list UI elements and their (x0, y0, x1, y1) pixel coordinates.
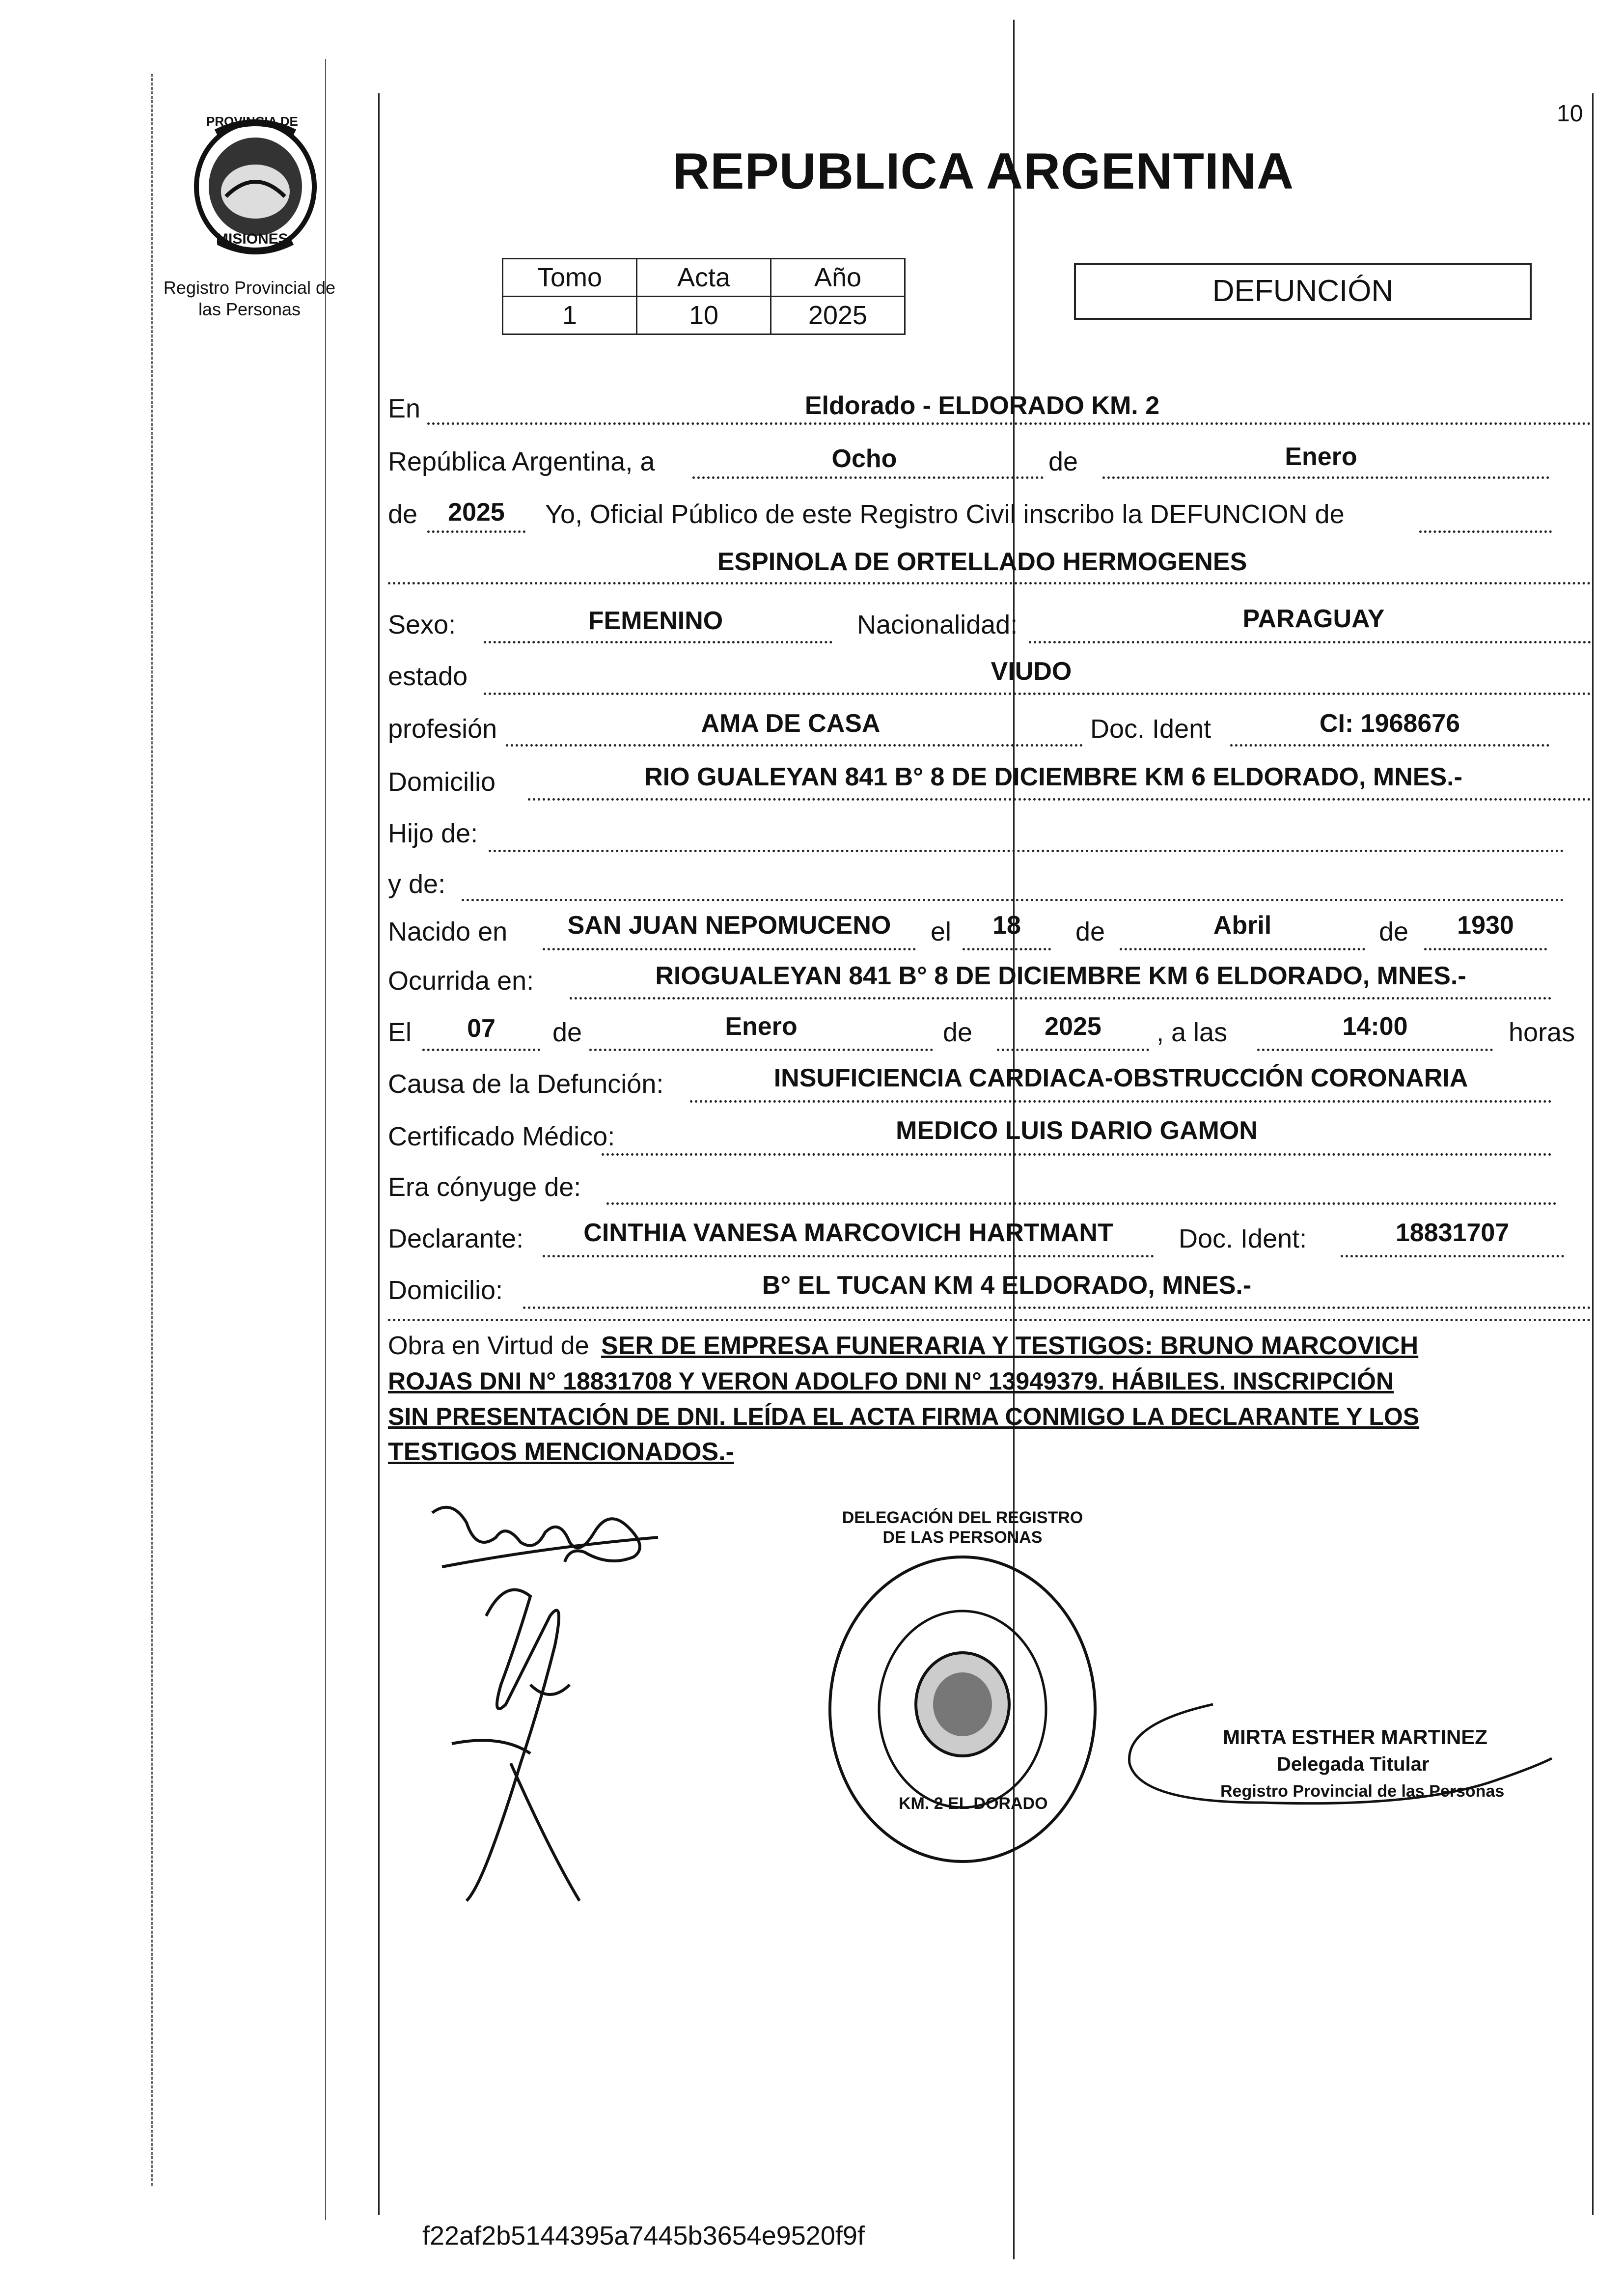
label-el: el (931, 917, 952, 946)
label-ocurrida-en: Ocurrida en: (388, 966, 534, 996)
value-nacionalidad: PARAGUAY (1242, 605, 1385, 633)
witness-signature-icon (403, 1557, 658, 1911)
value-lugar: Eldorado - ELDORADO KM. 2 (804, 391, 1160, 420)
table-cell: 2025 (771, 297, 905, 334)
label-horas: horas (1509, 1018, 1575, 1047)
value-profesion: AMA DE CASA (701, 709, 881, 738)
label-doc-ident-2: Doc. Ident: (1179, 1224, 1307, 1253)
dotted-line (963, 948, 1051, 950)
label-de: de (552, 1018, 582, 1047)
value-declarante: CINTHIA VANESA MARCOVICH HARTMANT (583, 1219, 1113, 1247)
value-sexo: FEMENINO (588, 607, 723, 635)
dotted-line (484, 693, 1591, 695)
label-domicilio-2: Domicilio: (388, 1276, 503, 1305)
dotted-line (427, 422, 1591, 425)
label-estado: estado (388, 662, 468, 691)
table-header: Acta (637, 259, 771, 297)
label-de: de (1075, 917, 1105, 946)
left-margin-line (325, 59, 326, 2220)
label-de: de (388, 500, 418, 529)
value-declarante-doc: 18831707 (1395, 1219, 1510, 1247)
label-en: En (388, 394, 421, 423)
registry-stamp-icon (825, 1552, 1100, 1866)
value-def-hora: 14:00 (1342, 1012, 1408, 1041)
right-page-border (1592, 93, 1594, 2215)
dotted-line (528, 798, 1591, 801)
dotted-line (1029, 641, 1591, 643)
label-nacido-en: Nacido en (388, 917, 508, 946)
dotted-line (484, 641, 832, 643)
value-estado: VIUDO (991, 657, 1072, 686)
dotted-line (570, 997, 1552, 1000)
dotted-line (489, 850, 1564, 852)
label-nacionalidad: Nacionalidad: (857, 610, 1018, 639)
record-table (502, 258, 906, 335)
label-causa: Causa de la Defunción: (388, 1069, 664, 1099)
value-def-anio: 2025 (1045, 1012, 1101, 1041)
label-el-cap: El (388, 1018, 412, 1047)
official-name: MIRTA ESTHER MARTINEZ (1223, 1725, 1487, 1749)
label-certificado: Certificado Médico: (388, 1122, 615, 1151)
value-def-dia: 07 (467, 1014, 495, 1043)
obra-paragraph (388, 1326, 1593, 1365)
dotted-line (589, 1049, 933, 1051)
dotted-line (1120, 948, 1365, 950)
margin-dashes (151, 74, 154, 2186)
stamp-ring-text: DELEGACIÓN DEL REGISTRO DE LAS PERSONAS (842, 1508, 1083, 1547)
value-def-mes: Enero (725, 1012, 798, 1041)
value-dia-texto: Ocho (831, 445, 897, 473)
registry-caption: Registro Provincial de las Personas (163, 278, 336, 319)
dotted-line (543, 948, 916, 950)
label-profesion: profesión (388, 714, 497, 744)
obra-line-2: ROJAS DNI N° 18831708 Y VERON ADOLFO DNI N° 13949379. HÁBILES. INSCRIPCIÓN (388, 1367, 1394, 1395)
label-hijo-de: Hijo de: (388, 819, 478, 848)
value-nac-dia: 18 (992, 911, 1021, 940)
official-office: Registro Provincial de las Personas (1220, 1782, 1505, 1801)
dotted-line (692, 476, 1044, 479)
value-causa: INSUFICIENCIA CARDIACA-OBSTRUCCIÓN CORONARIA (773, 1064, 1468, 1092)
value-fallecido: ESPINOLA DE ORTELLADO HERMOGENES (717, 548, 1247, 576)
label-era-conyuge: Era cónyuge de: (388, 1172, 581, 1202)
dotted-line (427, 530, 525, 533)
label-yo-oficial: Yo, Oficial Público de este Registro Civil inscribo la DEFUNCION de (545, 500, 1345, 529)
page-title: REPUBLICA ARGENTINA (673, 143, 1294, 200)
value-nacido-en: SAN JUAN NEPOMUCENO (567, 911, 891, 940)
obra-paragraph (388, 1397, 1593, 1436)
dotted-line (997, 1049, 1149, 1051)
dotted-line (1102, 476, 1549, 479)
page-number: 10 (1557, 101, 1583, 127)
label-y-de: y de: (388, 869, 446, 899)
label-domicilio: Domicilio (388, 767, 496, 797)
obra-line-4: TESTIGOS MENCIONADOS.- (388, 1438, 734, 1466)
seal-bottom-text: MISIONES (216, 231, 288, 247)
dotted-line (506, 744, 1083, 747)
dotted-line (1230, 744, 1549, 747)
left-page-border (378, 93, 380, 2215)
dotted-line (388, 582, 1591, 584)
dotted-line (523, 1306, 1591, 1309)
seal-top-text: PROVINCIA DE (206, 114, 298, 129)
label-a-las: , a las (1156, 1018, 1228, 1047)
value-mes-texto: Enero (1285, 443, 1357, 471)
table-cell: 1 (503, 297, 637, 334)
label-doc-ident: Doc. Ident (1090, 714, 1211, 744)
obra-paragraph (388, 1362, 1593, 1401)
label-de: de (1048, 447, 1078, 476)
table-header: Año (771, 259, 905, 297)
value-doc-ident: CI: 1968676 (1319, 709, 1460, 738)
dotted-line (1424, 948, 1547, 950)
value-domicilio: RIO GUALEYAN 841 B° 8 DE DICIEMBRE KM 6 ELDORADO, MNES.- (644, 763, 1462, 791)
label-de: de (943, 1018, 973, 1047)
label-de: de (1379, 917, 1409, 946)
label-declarante: Declarante: (388, 1224, 524, 1253)
dotted-line (606, 1202, 1557, 1205)
dotted-line (1257, 1049, 1493, 1051)
dotted-line (690, 1100, 1552, 1103)
dotted-line (388, 1319, 1591, 1321)
obra-line-1: SER DE EMPRESA FUNERARIA Y TESTIGOS: BRUNO MARCOVICH (601, 1332, 1419, 1360)
dotted-line (1419, 530, 1552, 533)
value-nac-anio: 1930 (1457, 911, 1514, 940)
table-cell: 10 (637, 297, 771, 334)
obra-line-3: SIN PRESENTACIÓN DE DNI. LEÍDA EL ACTA FIRMA CONMIGO LA DECLARANTE Y LOS (388, 1403, 1420, 1430)
dotted-line (1341, 1255, 1564, 1257)
label-sexo: Sexo: (388, 610, 456, 639)
obra-paragraph (388, 1432, 1593, 1472)
value-certificado: MEDICO LUIS DARIO GAMON (896, 1116, 1258, 1145)
value-nac-mes: Abril (1213, 911, 1272, 940)
official-role: Delegada Titular (1277, 1753, 1430, 1775)
value-declarante-domicilio: B° EL TUCAN KM 4 ELDORADO, MNES.- (762, 1271, 1252, 1300)
dotted-line (543, 1255, 1154, 1257)
label-republica: República Argentina, a (388, 447, 655, 476)
table-header: Tomo (503, 259, 637, 297)
stamp-inner-text: KM. 2 EL DORADO (899, 1794, 1048, 1813)
value-ocurrida-en: RIOGUALEYAN 841 B° 8 DE DICIEMBRE KM 6 ELDORADO, MNES.- (655, 962, 1466, 990)
document-hash: f22af2b5144395a7445b3654e9520f9f (422, 2221, 865, 2251)
value-anio: 2025 (448, 498, 505, 527)
dotted-line (462, 899, 1564, 901)
dotted-line (422, 1049, 540, 1051)
dotted-line (602, 1153, 1552, 1156)
record-type-box: DEFUNCIÓN (1074, 263, 1532, 320)
label-obra: Obra en Virtud de (388, 1332, 589, 1360)
